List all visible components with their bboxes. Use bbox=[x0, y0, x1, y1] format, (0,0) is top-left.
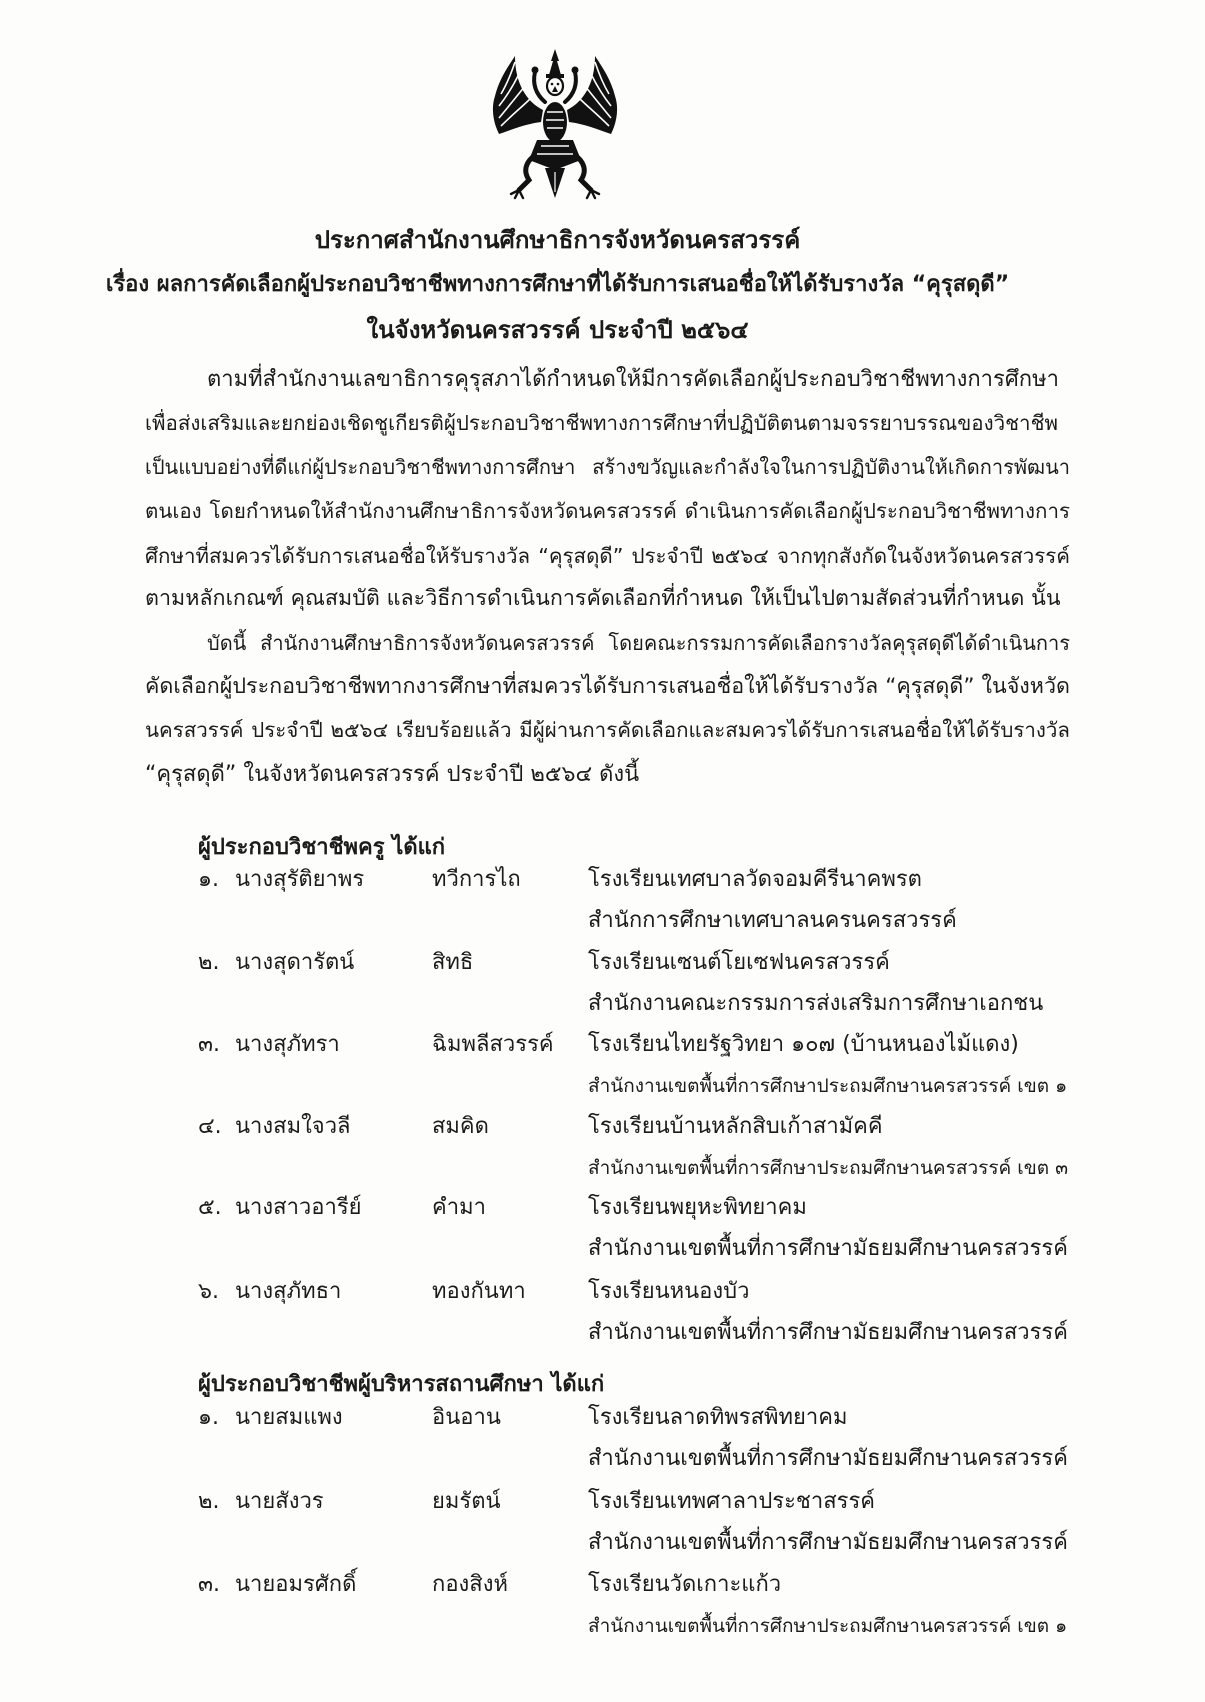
paragraph-1-line: เพื่อส่งเสริมและยกย่องเชิดชูเกียรติผู้ประกอบวิชาชีพทางการศึกษาที่ปฏิบัติตนตามจรรยาบรรณของวิชาชีพ bbox=[145, 411, 1058, 435]
paragraph-1-line: ตามหลักเกณฑ์ คุณสมบัติ และวิธีการดำเนินการคัดเลือกที่กำหนด ให้เป็นไปตามสัดส่วนที่กำหนด นั้น bbox=[145, 586, 1061, 611]
surname: สิทธิ bbox=[432, 950, 474, 975]
school-name: โรงเรียนเซนต์โยเซฟนครสวรรค์ bbox=[588, 950, 890, 975]
surname: คำมา bbox=[432, 1195, 486, 1220]
agency-name: สำนักงานเขตพื้นที่การศึกษาประถมศึกษานครสวรรค์ เขต ๓ bbox=[588, 1157, 1069, 1179]
item-number: ๓. bbox=[198, 1032, 221, 1057]
surname: ทองกันทา bbox=[432, 1279, 526, 1304]
agency-name: สำนักงานเขตพื้นที่การศึกษาประถมศึกษานครสวรรค์ เขต ๑ bbox=[588, 1075, 1068, 1097]
school-name: โรงเรียนลาดทิพรสพิทยาคม bbox=[588, 1405, 848, 1430]
list-item bbox=[0, 1482, 1205, 1566]
agency-name: สำนักงานเขตพื้นที่การศึกษามัธยมศึกษานครสวรรค์ bbox=[588, 1530, 1068, 1555]
first-name: นางสาวอารีย์ bbox=[235, 1195, 362, 1220]
list-item bbox=[0, 1565, 1205, 1649]
school-name: โรงเรียนไทยรัฐวิทยา ๑๐๗ (บ้านหนองไม้แดง) bbox=[588, 1032, 1019, 1057]
paragraph-2-line: “คุรุสดุดี” ในจังหวัดนครสวรรค์ ประจำปี ๒๕๖๔ ดังนี้ bbox=[145, 762, 640, 787]
agency-name: สำนักงานเขตพื้นที่การศึกษามัธยมศึกษานครสวรรค์ bbox=[588, 1446, 1068, 1471]
announcement-subject: เรื่อง ผลการคัดเลือกผู้ประกอบวิชาชีพทางการศึกษาที่ได้รับการเสนอชื่อให้ได้รับรางวัล “คุรุสดุดี” bbox=[105, 272, 1010, 297]
paragraph-2-line: คัดเลือกผู้ประกอบวิชาชีพทากงารศึกษาที่สมควรได้รับการเสนอชื่อให้ได้รับรางวัล “คุรุสดุดี” ในจังหวัด bbox=[145, 674, 1070, 699]
school-name: โรงเรียนวัดเกาะแก้ว bbox=[588, 1572, 782, 1597]
announcement-subject-line2: ในจังหวัดนครสวรรค์ ประจำปี ๒๕๖๔ bbox=[366, 316, 749, 344]
first-name: นางสุภัทรา bbox=[235, 1032, 340, 1057]
first-name: นายสมแพง bbox=[235, 1405, 343, 1430]
first-name: นางสมใจวลี bbox=[235, 1114, 351, 1139]
agency-name: สำนักงานเขตพื้นที่การศึกษามัธยมศึกษานครสวรรค์ bbox=[588, 1236, 1068, 1261]
garuda-emblem bbox=[485, 48, 625, 200]
list-item bbox=[0, 1025, 1205, 1109]
list-item bbox=[0, 1398, 1205, 1482]
item-number: ๕. bbox=[198, 1195, 222, 1220]
surname: ยมรัตน์ bbox=[432, 1489, 501, 1514]
school-name: โรงเรียนเทพศาลาประชาสรรค์ bbox=[588, 1489, 875, 1514]
paragraph-2-line: นครสวรรค์ ประจำปี ๒๕๖๔ เรียบร้อยแล้ว มีผู้ผ่านการคัดเลือกและสมควรได้รับการเสนอชื่อให้ได้รับรางวัล bbox=[145, 718, 1070, 742]
paragraph-2-line: บัดนี้ สำนักงานศึกษาธิการจังหวัดนครสวรรค์ โดยคณะกรรมการคัดเลือกรางวัลคุรุสดุดีได้ดำเนินการ bbox=[207, 631, 1070, 655]
paragraph-1-line: เป็นแบบอย่างที่ดีแก่ผู้ประกอบวิชาชีพทางการศึกษา สร้างขวัญและกำลังใจในการปฏิบัติงานให้เกิดการพัฒนา bbox=[145, 455, 1070, 479]
list-item bbox=[0, 860, 1205, 944]
first-name: นางสุรัติยาพร bbox=[235, 867, 365, 892]
agency-name: สำนักงานเขตพื้นที่การศึกษาประถมศึกษานครสวรรค์ เขต ๑ bbox=[588, 1615, 1068, 1637]
surname: ฉิมพลีสวรรค์ bbox=[432, 1032, 554, 1057]
paragraph-1-line: ตนเอง โดยกำหนดให้สำนักงานศึกษาธิการจังหวัดนครสวรรค์ ดำเนินการคัดเลือกผู้ประกอบวิชาชีพทางการ bbox=[145, 499, 1070, 523]
agency-name: สำนักงานคณะกรรมการส่งเสริมการศึกษาเอกชน bbox=[588, 991, 1044, 1016]
agency-name: สำนักงานเขตพื้นที่การศึกษามัธยมศึกษานครสวรรค์ bbox=[588, 1320, 1068, 1345]
first-name: นายอมรศักดิ์ bbox=[235, 1572, 357, 1597]
first-name: นายสังวร bbox=[235, 1489, 324, 1514]
list-item bbox=[0, 943, 1205, 1027]
surname: กองสิงห์ bbox=[432, 1572, 508, 1597]
school-name: โรงเรียนหนองบัว bbox=[588, 1279, 750, 1304]
item-number: ๒. bbox=[198, 1489, 220, 1514]
item-number: ๒. bbox=[198, 950, 220, 975]
list-item bbox=[0, 1107, 1205, 1191]
item-number: ๑. bbox=[198, 867, 219, 892]
surname: สมคิด bbox=[432, 1114, 489, 1139]
list-item bbox=[0, 1188, 1205, 1272]
paragraph-1-line: ศึกษาที่สมควรได้รับการเสนอชื่อให้รับรางวัล “คุรุสดุดี” ประจำปี ๒๕๖๔ จากทุกสังกัดในจังหวัดนครสวรรค์ bbox=[145, 544, 1070, 568]
school-name: โรงเรียนพยุหะพิทยาคม bbox=[588, 1195, 807, 1220]
item-number: ๑. bbox=[198, 1405, 219, 1430]
paragraph-1-line: ตามที่สำนักงานเลขาธิการคุรุสภาได้กำหนดให้มีการคัดเลือกผู้ประกอบวิชาชีพทางการศึกษา bbox=[207, 367, 1059, 392]
section-heading-administrators: ผู้ประกอบวิชาชีพผู้บริหารสถานศึกษา ได้แก่ bbox=[198, 1372, 605, 1397]
school-name: โรงเรียนบ้านหลักสิบเก้าสามัคคี bbox=[588, 1114, 883, 1139]
announcement-title: ประกาศสำนักงานศึกษาธิการจังหวัดนครสวรรค์ bbox=[314, 226, 801, 254]
list-item bbox=[0, 1272, 1205, 1356]
school-name: โรงเรียนเทศบาลวัดจอมคีรีนาคพรต bbox=[588, 867, 922, 892]
item-number: ๖. bbox=[198, 1279, 219, 1304]
surname: อินอาน bbox=[432, 1405, 501, 1430]
surname: ทวีการไถ bbox=[432, 867, 521, 892]
item-number: ๔. bbox=[198, 1114, 222, 1139]
section-heading-teachers: ผู้ประกอบวิชาชีพครู ได้แก่ bbox=[198, 835, 446, 860]
first-name: นางสุภัทธา bbox=[235, 1279, 342, 1304]
agency-name: สำนักการศึกษาเทศบาลนครนครสวรรค์ bbox=[588, 908, 957, 933]
first-name: นางสุดารัตน์ bbox=[235, 950, 355, 975]
item-number: ๓. bbox=[198, 1572, 221, 1597]
